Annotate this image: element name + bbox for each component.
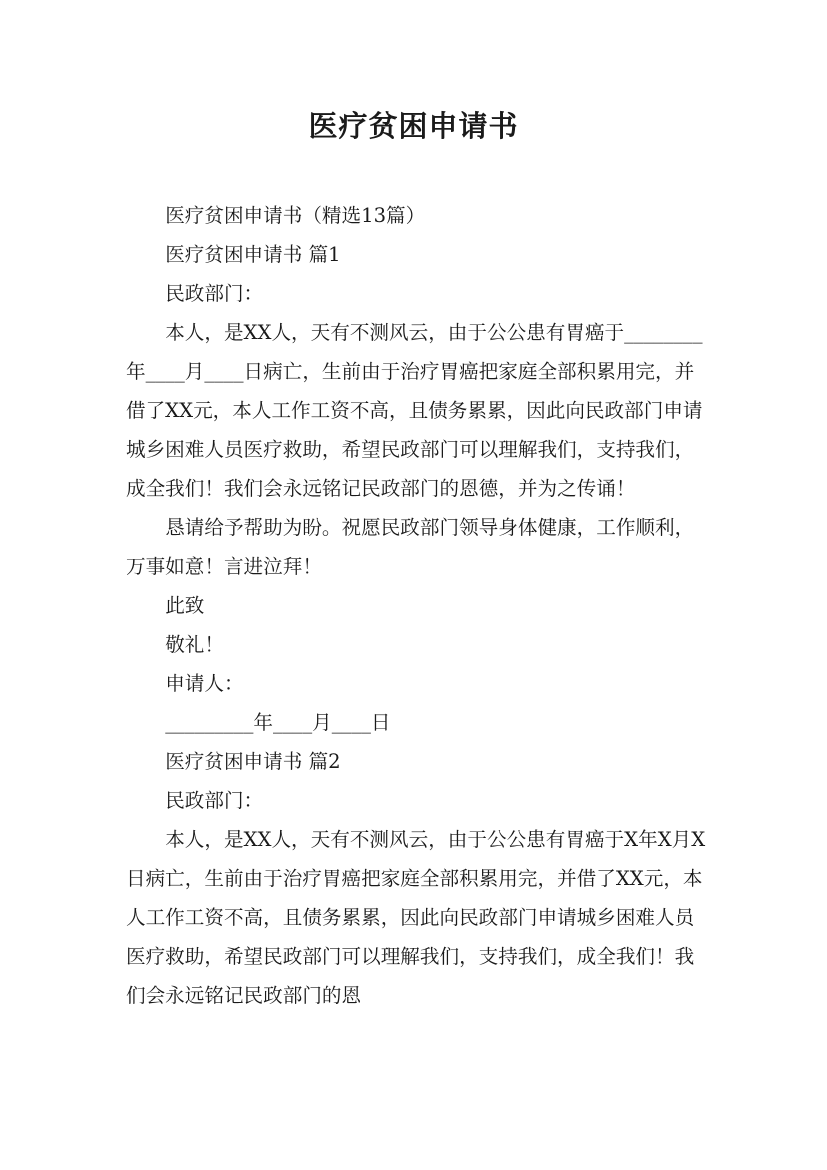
document-title: 医疗贫困申请书 <box>308 109 519 143</box>
subtitle-paragraph: 医疗贫困申请书（精选13篇） <box>165 204 426 227</box>
body-paragraph-1: 本人，是XX人，天有不测风云，由于公公患有胃癌于________年____月____日病亡，生前由于治疗胃癌把家庭全部积累用完，并借了XX元，本人工作工资不高，且债务累累，因此向民政部门申请城乡困难人员医疗救助，希望民政部门可以理解我们，支持我们，成全我们！我们会永远铭记民政部门的恩德，并为之传诵！ <box>126 321 703 500</box>
date-line: _________年____月____日 <box>165 711 391 734</box>
section-heading-2: 医疗贫困申请书 篇2 <box>165 750 341 773</box>
closing-cizhi: 此致 <box>165 594 205 617</box>
section-heading-1: 医疗贫困申请书 篇1 <box>165 243 341 266</box>
document-body <box>126 196 706 1015</box>
salutation-1: 民政部门： <box>165 282 264 305</box>
salutation-2: 民政部门： <box>165 789 264 812</box>
body-paragraph-2: 恳请给予帮助为盼。祝愿民政部门领导身体健康，工作顺利，万事如意！言进泣拜！ <box>126 516 695 578</box>
body-paragraph-3: 本人，是XX人，天有不测风云，由于公公患有胃癌于X年X月X日病亡，生前由于治疗胃癌把家庭全部积累用完，并借了XX元，本人工作工资不高，且债务累累，因此向民政部门申请城乡困难人员医疗救助，希望民政部门可以理解我们，支持我们，成全我们！我们会永远铭记民政部门的恩 <box>126 828 706 1007</box>
applicant-label: 申请人： <box>165 672 244 695</box>
closing-jingli: 敬礼！ <box>165 633 224 656</box>
